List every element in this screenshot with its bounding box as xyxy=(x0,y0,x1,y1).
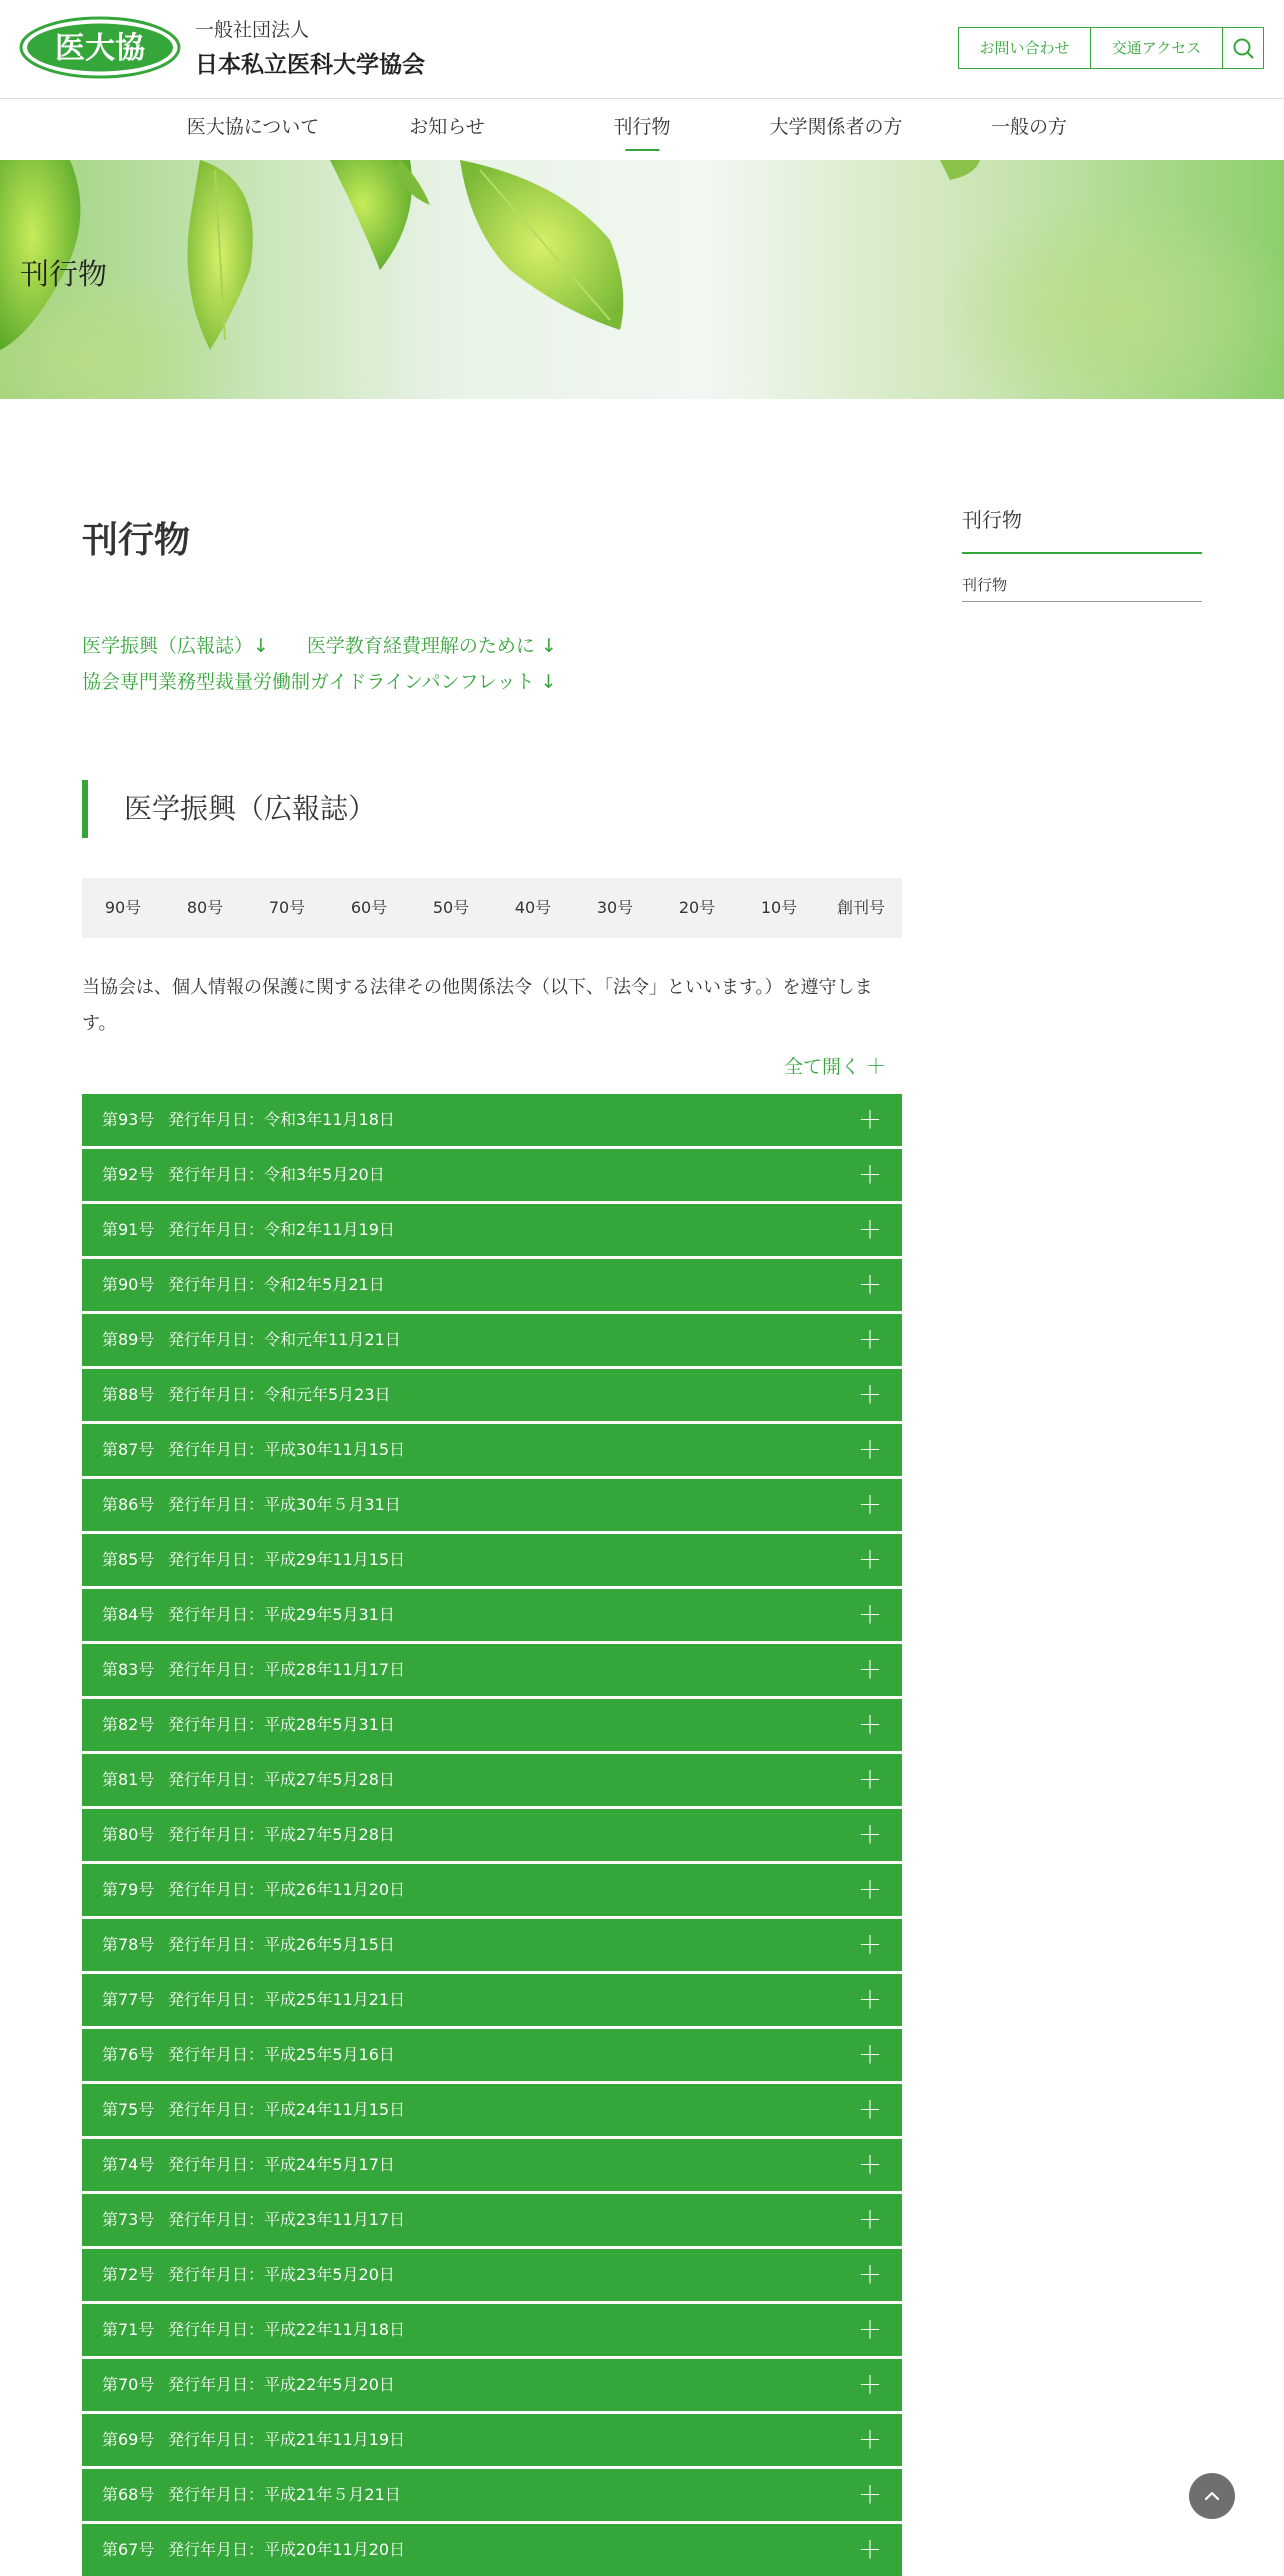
issue-number: 第67号 xyxy=(102,2540,155,2559)
hero-title: 刊行物 xyxy=(20,257,108,291)
global-nav xyxy=(0,98,1284,160)
anchor-link-education-cost[interactable]: 医学教育経費理解のために ↓ xyxy=(306,635,557,657)
issue-accordion-row[interactable] xyxy=(82,1149,902,1201)
issue-number: 第89号 xyxy=(102,1330,155,1349)
issue-number: 第75号 xyxy=(102,2100,155,2119)
issue-accordion-row[interactable] xyxy=(82,2029,902,2081)
org-name[interactable]: 日本私立医科大学協会 xyxy=(195,52,425,78)
hero-banner xyxy=(0,160,1284,399)
chevron-up-icon xyxy=(1202,2486,1222,2506)
leaves-illustration xyxy=(0,160,1284,399)
issue-date: 発行年月日：令和2年11月19日 xyxy=(168,1220,395,1239)
issue-accordion-row[interactable] xyxy=(82,2249,902,2301)
issue-accordion-row[interactable] xyxy=(82,1974,902,2026)
expand-plus-icon: ＋ xyxy=(858,2096,882,2124)
nav-item-general-public[interactable]: 一般の方 xyxy=(990,116,1068,138)
access-link[interactable]: 交通アクセス xyxy=(1091,28,1223,68)
issue-number: 第86号 xyxy=(102,1495,155,1514)
issue-date: 発行年月日：令和元年5月23日 xyxy=(168,1385,391,1404)
issue-accordion-row[interactable] xyxy=(82,1534,902,1586)
expand-plus-icon: ＋ xyxy=(858,1436,882,1464)
anchor-links xyxy=(82,628,902,700)
sidebar-title: 刊行物 xyxy=(962,508,1022,532)
issue-date: 発行年月日：平成27年5月28日 xyxy=(168,1770,395,1789)
section-heading: 医学振興（広報誌） xyxy=(82,780,376,838)
expand-plus-icon: ＋ xyxy=(858,2151,882,2179)
issue-date: 発行年月日：令和2年5月21日 xyxy=(168,1275,385,1294)
issue-accordion-row[interactable] xyxy=(82,2139,902,2191)
expand-plus-icon: ＋ xyxy=(858,1271,882,1299)
issue-date: 発行年月日：平成24年11月15日 xyxy=(168,2100,406,2119)
issue-number: 第83号 xyxy=(102,1660,155,1679)
issue-date: 発行年月日：平成28年5月31日 xyxy=(168,1715,395,1734)
issue-number: 第78号 xyxy=(102,1935,155,1954)
utility-links xyxy=(958,27,1264,69)
expand-plus-icon: ＋ xyxy=(858,2371,882,2399)
issue-accordion-row[interactable] xyxy=(82,1094,902,1146)
issue-date: 発行年月日：平成25年11月21日 xyxy=(168,1990,406,2009)
issue-tab-10[interactable]: 10号 xyxy=(760,898,798,917)
issue-tab-20[interactable]: 20号 xyxy=(678,898,716,917)
issue-number: 第77号 xyxy=(102,1990,155,2009)
issue-number: 第85号 xyxy=(102,1550,155,1569)
issue-number: 第72号 xyxy=(102,2265,155,2284)
expand-plus-icon: ＋ xyxy=(858,1656,882,1684)
issue-accordion-row[interactable] xyxy=(82,1424,902,1476)
issue-accordion-row[interactable] xyxy=(82,1699,902,1751)
issue-number: 第79号 xyxy=(102,1880,155,1899)
issue-number: 第71号 xyxy=(102,2320,155,2339)
page-title: 刊行物 xyxy=(82,519,191,561)
issue-accordion-row[interactable] xyxy=(82,1754,902,1806)
nav-item-publications[interactable]: 刊行物 xyxy=(613,99,670,161)
expand-plus-icon: ＋ xyxy=(858,1931,882,1959)
issue-date: 発行年月日：平成25年5月16日 xyxy=(168,2045,395,2064)
plus-icon: ＋ xyxy=(866,1054,887,1078)
expand-plus-icon: ＋ xyxy=(858,1711,882,1739)
issue-accordion-row[interactable] xyxy=(82,1864,902,1916)
issue-number: 第84号 xyxy=(102,1605,155,1624)
issue-number: 第87号 xyxy=(102,1440,155,1459)
svg-text:医大協: 医大協 xyxy=(55,31,145,66)
issue-accordion-row[interactable] xyxy=(82,1644,902,1696)
issue-date: 発行年月日：平成26年11月20日 xyxy=(168,1880,406,1899)
issue-number: 第88号 xyxy=(102,1385,155,1404)
expand-plus-icon: ＋ xyxy=(858,1326,882,1354)
expand-plus-icon: ＋ xyxy=(858,1491,882,1519)
issue-tab-first[interactable]: 創刊号 xyxy=(836,898,885,917)
expand-plus-icon: ＋ xyxy=(858,1876,882,1904)
issue-accordion-row[interactable] xyxy=(82,2194,902,2246)
expand-plus-icon: ＋ xyxy=(858,2426,882,2454)
expand-plus-icon: ＋ xyxy=(858,2041,882,2069)
issue-accordion-row[interactable] xyxy=(82,1369,902,1421)
expand-plus-icon: ＋ xyxy=(858,2481,882,2509)
issue-date: 発行年月日：平成23年11月17日 xyxy=(168,2210,406,2229)
issue-number: 第80号 xyxy=(102,1825,155,1844)
issue-accordion-row[interactable] xyxy=(82,1314,902,1366)
issue-number: 第93号 xyxy=(102,1110,155,1129)
issue-accordion-row[interactable] xyxy=(82,1479,902,1531)
issue-date: 発行年月日：平成21年11月19日 xyxy=(168,2430,406,2449)
issue-number: 第81号 xyxy=(102,1770,155,1789)
issue-number: 第69号 xyxy=(102,2430,155,2449)
issue-date: 発行年月日：平成30年11月15日 xyxy=(168,1440,406,1459)
issue-tab-80[interactable]: 80号 xyxy=(186,898,224,917)
issue-date: 発行年月日：平成23年5月20日 xyxy=(168,2265,395,2284)
sidebar-divider xyxy=(962,552,1202,554)
issue-date: 発行年月日：平成29年11月15日 xyxy=(168,1550,406,1569)
issue-accordion-row[interactable] xyxy=(82,2084,902,2136)
expand-plus-icon: ＋ xyxy=(858,1161,882,1189)
issue-accordion-row[interactable] xyxy=(82,2414,902,2466)
issue-accordion-row[interactable] xyxy=(82,1259,902,1311)
expand-plus-icon: ＋ xyxy=(858,1106,882,1134)
org-subtitle: 一般社団法人 xyxy=(195,19,310,41)
issue-accordion-row[interactable] xyxy=(82,1809,902,1861)
issue-date: 発行年月日：平成30年５月31日 xyxy=(168,1495,401,1514)
issue-number: 第73号 xyxy=(102,2210,155,2229)
issue-accordion-row[interactable] xyxy=(82,1589,902,1641)
issue-date: 発行年月日：平成27年5月28日 xyxy=(168,1825,395,1844)
expand-plus-icon: ＋ xyxy=(858,2261,882,2289)
issue-tab-40[interactable]: 40号 xyxy=(514,898,552,917)
search-icon xyxy=(1232,37,1254,59)
issue-tab-50[interactable]: 50号 xyxy=(432,898,470,917)
issue-number: 第70号 xyxy=(102,2375,155,2394)
issue-accordion-row[interactable] xyxy=(82,2304,902,2356)
issue-number: 第68号 xyxy=(102,2485,155,2504)
issue-date: 発行年月日：平成29年5月31日 xyxy=(168,1605,395,1624)
issue-date: 発行年月日：平成22年5月20日 xyxy=(168,2375,395,2394)
issue-number: 第74号 xyxy=(102,2155,155,2174)
nav-item-university-staff[interactable]: 大学関係者の方 xyxy=(769,116,903,138)
nav-item-news[interactable]: お知らせ xyxy=(409,116,485,138)
issue-date: 発行年月日：平成26年5月15日 xyxy=(168,1935,395,1954)
issue-accordion-row[interactable] xyxy=(82,2469,902,2521)
issue-date: 発行年月日：令和3年5月20日 xyxy=(168,1165,385,1184)
issue-tab-90[interactable]: 90号 xyxy=(104,898,142,917)
expand-plus-icon: ＋ xyxy=(858,2536,882,2564)
sidebar-item-publications[interactable]: 刊行物 xyxy=(962,574,1202,602)
issue-date: 発行年月日：平成28年11月17日 xyxy=(168,1660,406,1679)
expand-plus-icon: ＋ xyxy=(858,1381,882,1409)
site-logo[interactable] xyxy=(19,16,181,79)
issue-tab-60[interactable]: 60号 xyxy=(350,898,388,917)
issue-date: 発行年月日：令和元年11月21日 xyxy=(168,1330,401,1349)
issue-number: 第90号 xyxy=(102,1275,155,1294)
issue-tab-70[interactable]: 70号 xyxy=(268,898,306,917)
issue-range-tabs xyxy=(82,878,902,938)
issue-accordion-row[interactable] xyxy=(82,1919,902,1971)
issue-tab-30[interactable]: 30号 xyxy=(596,898,634,917)
issue-date: 発行年月日：平成22年11月18日 xyxy=(168,2320,406,2339)
expand-plus-icon: ＋ xyxy=(858,1601,882,1629)
expand-plus-icon: ＋ xyxy=(858,1766,882,1794)
open-all-button[interactable] xyxy=(784,1050,886,1079)
issue-date: 発行年月日：平成24年5月17日 xyxy=(168,2155,395,2174)
notice-text: 当協会は、個人情報の保護に関する法律その他関係法令（以下、「法令」といいます。）を遵守します。 xyxy=(82,977,873,1034)
expand-plus-icon: ＋ xyxy=(858,1546,882,1574)
issue-number: 第92号 xyxy=(102,1165,155,1184)
expand-plus-icon: ＋ xyxy=(858,1986,882,2014)
issue-date: 発行年月日：令和3年11月18日 xyxy=(168,1110,395,1129)
issue-number: 第82号 xyxy=(102,1715,155,1734)
anchor-link-guideline-pamphlet[interactable]: 協会専門業務型裁量労働制ガイドラインパンフレット ↓ xyxy=(82,671,557,693)
back-to-top-button[interactable] xyxy=(1189,2473,1235,2519)
nav-item-about[interactable]: 医大協について xyxy=(186,116,320,138)
anchor-link-igaku-shinko[interactable]: 医学振興（広報誌）↓ xyxy=(82,635,269,657)
expand-plus-icon: ＋ xyxy=(858,2316,882,2344)
issue-number: 第76号 xyxy=(102,2045,155,2064)
issue-date: 発行年月日：平成20年11月20日 xyxy=(168,2540,406,2559)
issue-accordion-row[interactable] xyxy=(82,2359,902,2411)
site-header xyxy=(0,0,1284,98)
expand-plus-icon: ＋ xyxy=(858,1216,882,1244)
expand-plus-icon: ＋ xyxy=(858,2206,882,2234)
issue-date: 発行年月日：平成21年５月21日 xyxy=(168,2485,401,2504)
contact-link[interactable]: お問い合わせ xyxy=(959,28,1091,68)
issue-accordion-row[interactable] xyxy=(82,2524,902,2576)
expand-plus-icon: ＋ xyxy=(858,1821,882,1849)
search-button[interactable] xyxy=(1223,28,1263,68)
open-all-label: 全て開く xyxy=(784,1056,861,1078)
issue-number: 第91号 xyxy=(102,1220,155,1239)
issue-accordion-row[interactable] xyxy=(82,1204,902,1256)
